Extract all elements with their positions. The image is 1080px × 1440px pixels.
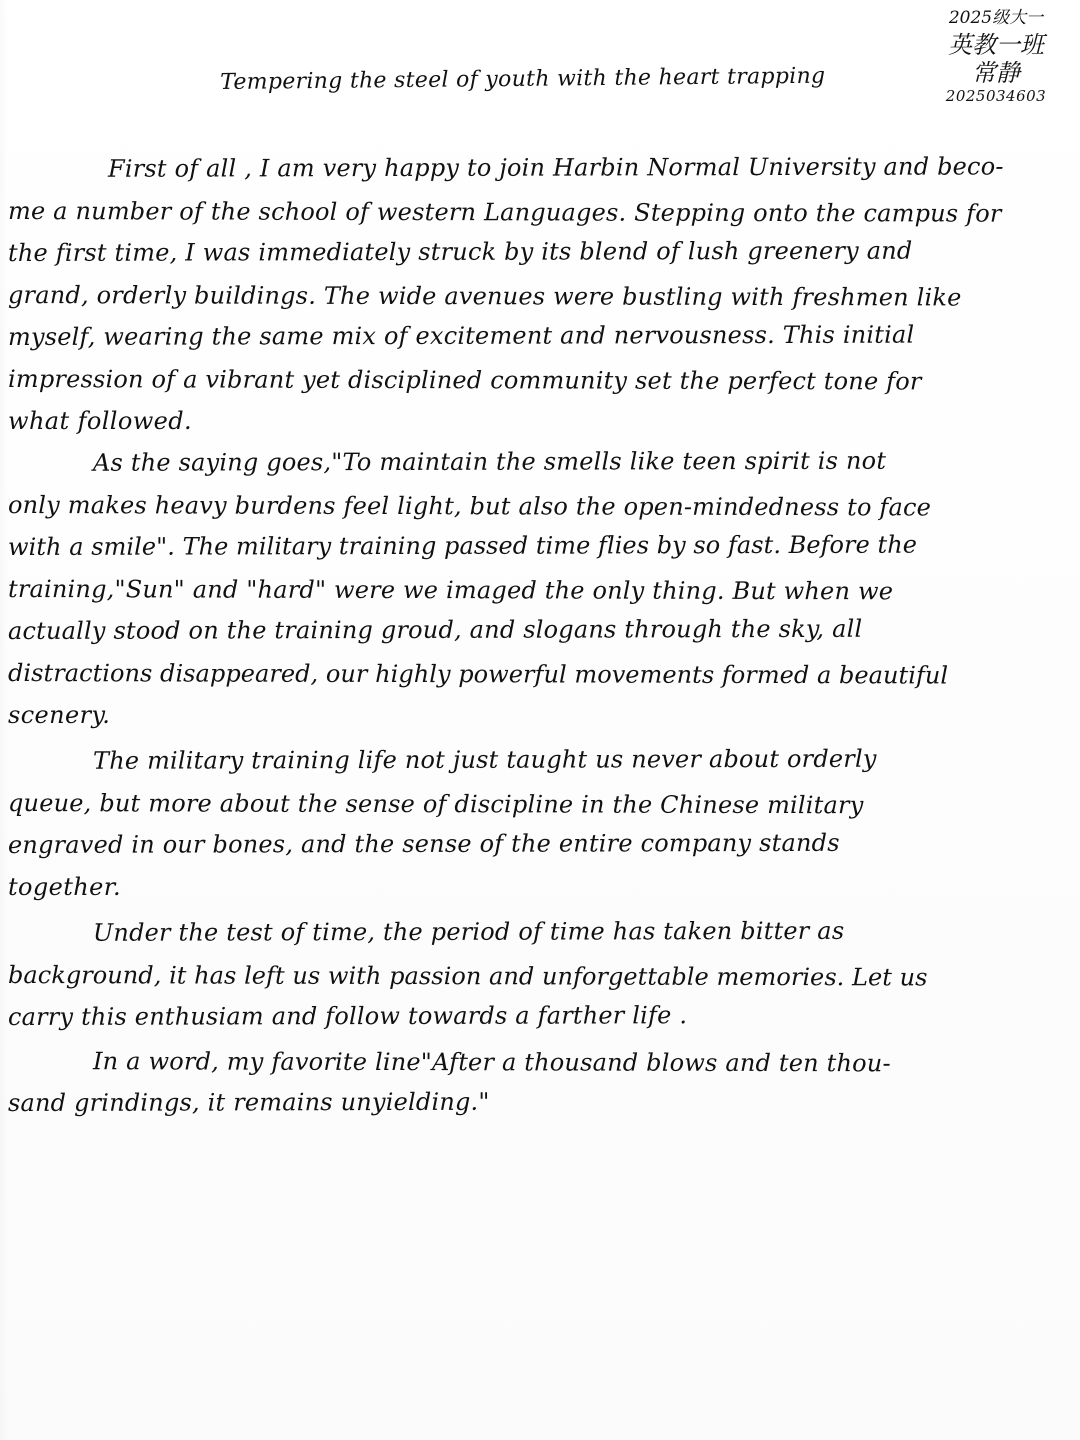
paragraph-2-line-1: As the saying goes,"To maintain the smells like teen spirit is not bbox=[92, 446, 887, 477]
paragraph-4-line-1: Under the test of time, the period of time has taken bitter as bbox=[92, 916, 845, 947]
paragraph-2-line-3: with a smile". The military training passed time flies by so fast. Before the bbox=[7, 530, 917, 561]
paragraph-1-line-1: First of all , I am very happy to join Harbin Normal University and beco- bbox=[107, 152, 1004, 183]
paragraph-3-line-2: queue, but more about the sense of discipline in the Chinese military bbox=[7, 789, 864, 820]
paragraph-4-line-3: carry this enthusiam and follow towards a farther life . bbox=[7, 1001, 688, 1031]
class-name-label: 英教一班 bbox=[948, 31, 1044, 59]
paragraph-2-line-6: distractions disappeared, our highly powerful movements formed a beautiful bbox=[7, 659, 949, 690]
student-name-label: 常静 bbox=[972, 59, 1020, 87]
paragraph-5-line-1: In a word, my favorite line"After a thousand blows and ten thou- bbox=[92, 1047, 891, 1078]
paragraph-3-line-3: engraved in our bones, and the sense of the entire company stands bbox=[7, 828, 840, 859]
paragraph-2-line-5: actually stood on the training groud, and slogans through the sky, all bbox=[7, 614, 863, 645]
paragraph-2 bbox=[7, 446, 1066, 743]
paragraph-1-line-7: what followed. bbox=[8, 407, 193, 435]
paragraph-1-line-4: grand, orderly buildings. The wide avenues were bustling with freshmen like bbox=[7, 281, 962, 312]
paragraph-3-line-1: The military training life not just taught us never about orderly bbox=[92, 744, 877, 775]
paragraph-1-line-6: impression of a vibrant yet disciplined community set the perfect tone for bbox=[7, 365, 922, 396]
class-year-label: 2025级大一 bbox=[948, 8, 1044, 28]
essay-body bbox=[7, 152, 1066, 1131]
paragraph-4 bbox=[7, 916, 1066, 1045]
paragraph-2-line-4: training,"Sun" and "hard" were we imaged the only thing. But when we bbox=[7, 575, 894, 606]
paragraph-2-line-7: scenery. bbox=[8, 701, 111, 729]
paragraph-5 bbox=[8, 1047, 1066, 1131]
paragraph-1-line-5: myself, wearing the same mix of excitement and nervousness. This initial bbox=[7, 320, 915, 351]
student-info-block bbox=[926, 10, 1066, 122]
paragraph-3-line-4: together. bbox=[8, 873, 122, 901]
paragraph-5-line-2: sand grindings, it remains unyielding." bbox=[7, 1087, 490, 1117]
student-id-label: 2025034603 bbox=[945, 87, 1047, 105]
paragraph-2-line-2: only makes heavy burdens feel light, but also the open-mindedness to face bbox=[7, 491, 932, 522]
paragraph-1-line-3: the first time, I was immediately struck by its blend of lush greenery and bbox=[7, 236, 913, 267]
essay-title: Tempering the steel of youth with the heart trapping bbox=[220, 63, 826, 95]
paragraph-4-line-2: background, it has left us with passion and unforgettable memories. Let us bbox=[7, 961, 928, 992]
paragraph-1 bbox=[7, 152, 1066, 449]
paragraph-3 bbox=[7, 744, 1066, 915]
paragraph-1-line-2: me a number of the school of western Languages. Stepping onto the campus for bbox=[7, 197, 1002, 228]
